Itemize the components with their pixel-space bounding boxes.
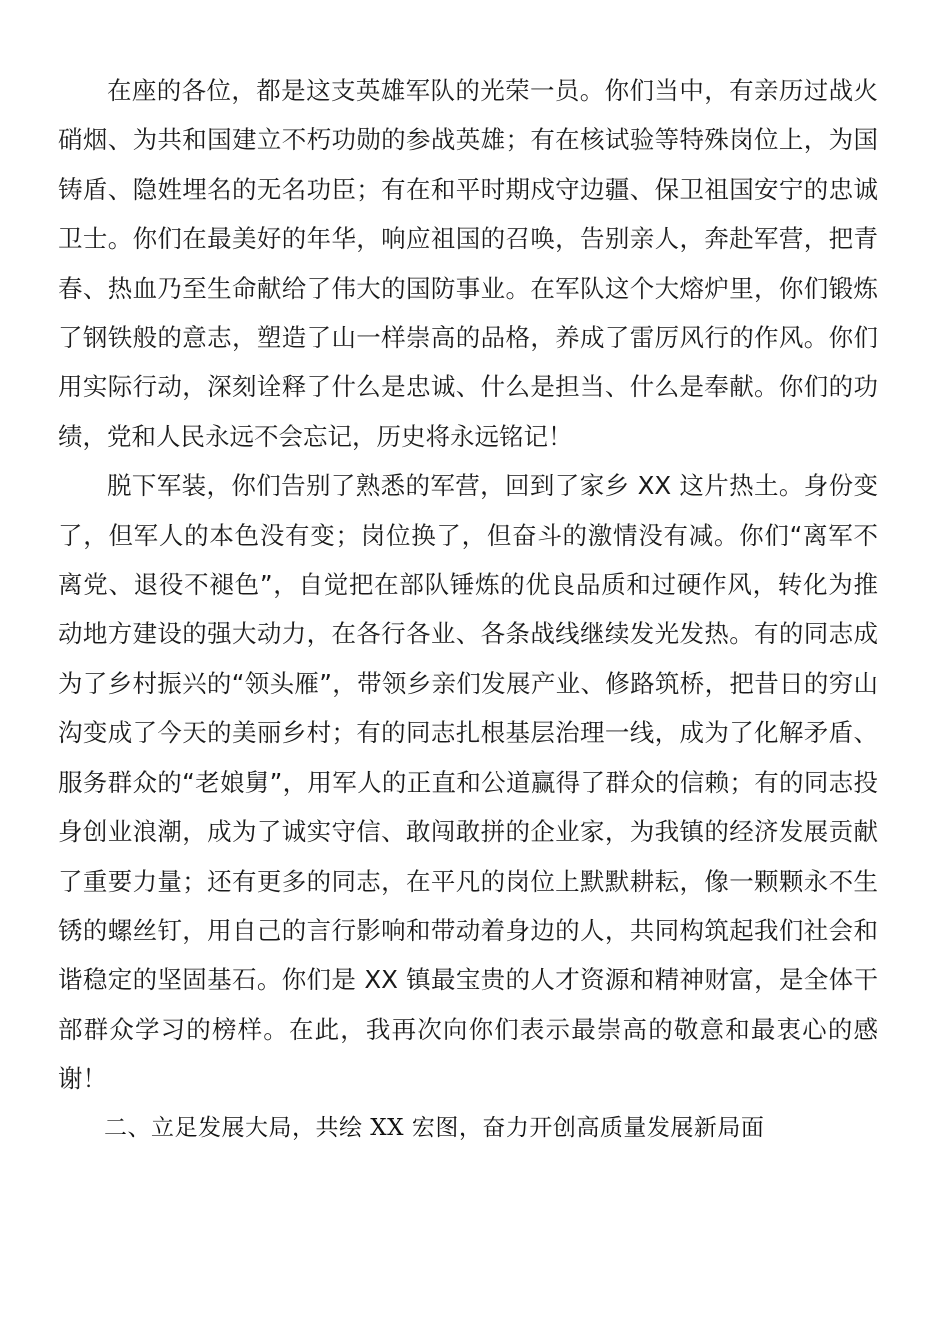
- section-heading: 二、立足发展大局，共绘 XX 宏图，奋力开创高质量发展新局面: [104, 1114, 765, 1141]
- document-body: [58, 66, 878, 1153]
- paragraph-veterans-contribution: 脱下军装，你们告别了熟悉的军营，回到了家乡 XX 这片热土。身份变了，但军人的本色没有变；岗位换了，但奋斗的激情没有减。你们“离军不离党、退役不褪色”，自觉把在部队锤炼的优良品质和过硬作风，转化为推动地方建设的强大动力，在各行各业、各条战线继续发光发热。有的同志成为了乡村振兴的“领头雁”，带领乡亲们发展产业、修路筑桥，把昔日的穷山沟变成了今天的美丽乡村；有的同志扎根基层治理一线，成为了化解矛盾、服务群众的“老娘舅”，用军人的正直和公道赢得了群众的信赖；有的同志投身创业浪潮，成为了诚实守信、敢闯敢拼的企业家，为我镇的经济发展贡献了重要力量；还有更多的同志，在平凡的岗位上默默耕耘，像一颗颗永不生锈的螺丝钉，用自己的言行影响和带动着身边的人，共同构筑起我们社会和谐稳定的坚固基石。你们是 XX 镇最宝贵的人才资源和精神财富，是全体干部群众学习的榜样。在此，我再次向你们表示最崇高的敬意和最衷心的感谢！: [58, 471, 878, 1094]
- paragraph-veterans-honor: 在座的各位，都是这支英雄军队的光荣一员。你们当中，有亲历过战火硝烟、为共和国建立不朽功勋的参战英雄；有在核试验等特殊岗位上，为国铸盾、隐姓埋名的无名功臣；有在和平时期戍守边疆、保卫祖国安宁的忠诚卫士。你们在最美好的年华，响应祖国的召唤，告别亲人，奔赴军营，把青春、热血乃至生命献给了伟大的国防事业。在军队这个大熔炉里，你们锻炼了钢铁般的意志，塑造了山一样崇高的品格，养成了雷厉风行的作风。你们用实际行动，深刻诠释了什么是忠诚、什么是担当、什么是奉献。你们的功绩，党和人民永远不会忘记，历史将永远铭记！: [58, 76, 878, 451]
